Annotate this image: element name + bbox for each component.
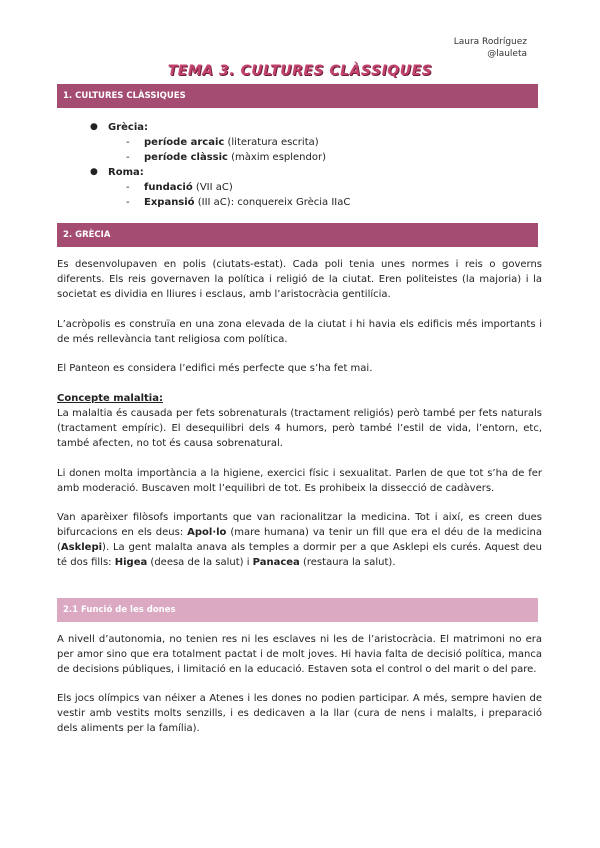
list-item-label: Grècia:: [108, 122, 149, 133]
list-item-roma: [90, 165, 350, 180]
dash-icon: -: [126, 182, 130, 193]
section-header-dones: 2.1 Funció de les dones: [57, 598, 538, 622]
text-run: (deesa de la salut) i: [147, 557, 253, 568]
cultures-list: [90, 120, 350, 210]
paragraph: Els jocs olímpics van néixer a Atenes i les dones no podien participar. A més, sempre havien de vestir amb vestits molts senzills, i es dedicaven a la llar (cura de nens i malalts, i preparació dels aliments per la família).: [57, 693, 542, 734]
paragraph: Li donen molta importància a la higiene, exercici físic i sexualitat. Parlen de que tot s’ha de fer amb moderació. Buscaven molt l’equilibri de tot. Es prohibeix la dissecció de cadàvers.: [57, 468, 542, 494]
bullet-icon: ●: [90, 167, 98, 177]
text-run: (restaura la salut).: [299, 557, 396, 568]
author-info: [454, 36, 527, 60]
dash-icon: -: [126, 152, 130, 163]
paragraph: La malaltia és causada per fets sobrenaturals (tractament religiós) però també per fets naturals (tractament empíric). El desequilibri dels 4 humors, però també l’estil de vida, l’entorn, etc, també afecten, no tot és causa sobrenatural.: [57, 408, 542, 449]
term-desc: (VII aC): [195, 182, 233, 193]
god-name: Apol·lo: [187, 527, 227, 538]
text-run: (mare humana) va tenir un fill que era el déu de la medicina (: [57, 527, 542, 553]
bullet-icon: ●: [90, 122, 98, 132]
subheading-malaltia: Concepte malaltia:: [57, 393, 163, 404]
paragraph: L’acròpolis es construïa en una zona elevada de la ciutat i hi havia els edificis més importants i de més rellevància tant religiosa com política.: [57, 319, 542, 345]
paragraph: El Panteon es considera l’edifici més perfecte que s’ha fet mai.: [57, 363, 373, 374]
term: període clàssic: [144, 152, 228, 163]
list-subitem: [90, 195, 350, 210]
author-handle: @lauleta: [487, 49, 527, 59]
term-desc: (literatura escrita): [227, 137, 319, 148]
god-name: Higea: [114, 557, 148, 568]
paragraph: A nivell d’autonomia, no tenien res ni les esclaves ni les de l’aristocràcia. El matrimoni no era per amor sino que era totalment pactat i de molt joves. Hi havia falta de decisió política, manca de decisions públiques, i limitació en la educació. Estaven sota el control o del marit o del pare.: [57, 634, 542, 675]
section-header-cultures: 1. CULTURES CLÀSSIQUES: [57, 84, 538, 108]
paragraph-gods: [57, 510, 542, 570]
god-name: Panacea: [252, 557, 300, 568]
term: Expansió: [144, 197, 195, 208]
dash-icon: -: [126, 197, 130, 208]
term-desc: (màxim esplendor): [231, 152, 326, 163]
god-name: Asklepi: [60, 542, 103, 553]
author-name: Laura Rodríguez: [453, 37, 527, 47]
list-subitem: [90, 135, 350, 150]
dash-icon: -: [126, 137, 130, 148]
term-desc: (III aC): conquereix Grècia IIaC: [197, 197, 351, 208]
list-item-grecia: [90, 120, 350, 135]
paragraph: Es desenvolupaven en polis (ciutats-estat). Cada poli tenia unes normes i reis o governs diferents. Els reis governaven la política i religió de la ciutat. Eren politeistes (la majoria) i la societat es dividia en lliures i esclaus, amb l’aristocràcia gentilícia.: [57, 259, 542, 300]
list-item-label: Roma:: [108, 167, 144, 178]
text-run: ). La gent malalta anava als temples a dormir per a que Asklepi els curés. Aquest deu té dos fills:: [57, 542, 542, 568]
malaltia-block: [57, 391, 542, 451]
text-run: Van aparèixer filòsofs importants que van racionalitzar la medicina. Tot i així, es creen dues bifurcacions en els deus:: [57, 512, 542, 538]
section-header-grecia: 2. GRÈCIA: [57, 223, 538, 247]
term: període arcaic: [144, 137, 225, 148]
list-subitem: [90, 180, 350, 195]
list-subitem: [90, 150, 350, 165]
term: fundació: [144, 182, 193, 193]
page-title: TEMA 3. CULTURES CLÀSSIQUES: [167, 63, 433, 79]
